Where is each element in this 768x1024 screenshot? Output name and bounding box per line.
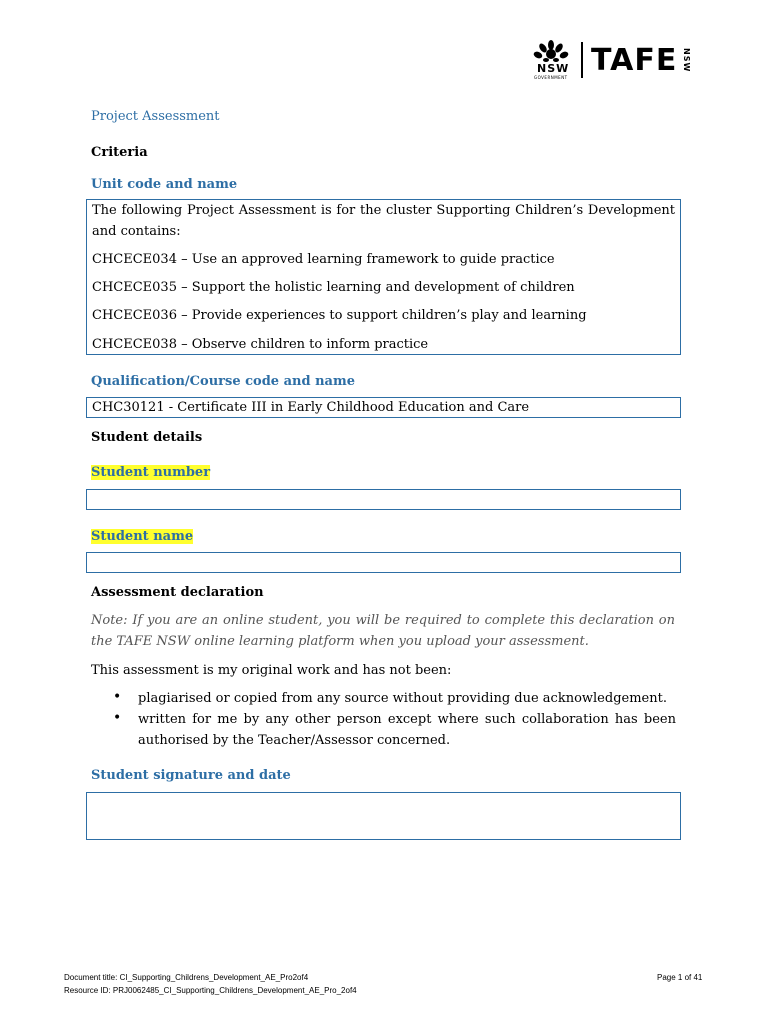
tafe-nsw-suffix xyxy=(679,48,699,76)
signature-label: Student signature and date xyxy=(91,768,291,783)
footer-resource-id: Resource ID: PRJ0062485_CI_Supporting_Childrens_Development_AE_Pro_2of4 xyxy=(64,986,357,995)
logo-divider xyxy=(581,42,583,78)
page-title: Project Assessment xyxy=(91,109,220,124)
student-number-label-text: Student number xyxy=(91,465,211,480)
unit-heading: Unit code and name xyxy=(91,177,238,192)
qualification-box xyxy=(86,397,681,418)
unit-item: CHCECE038 – Observe children to inform practice xyxy=(92,337,429,352)
qualification-heading: Qualification/Course code and name xyxy=(91,374,355,389)
student-name-label xyxy=(91,528,193,546)
unit-item: CHCECE035 – Support the holistic learning and development of children xyxy=(92,280,575,295)
student-details-heading: Student details xyxy=(91,430,203,445)
tafe-nsw-suffix-text: NSW xyxy=(682,48,691,73)
declaration-statement: This assessment is my original work and has not been: xyxy=(91,663,452,678)
criteria-heading: Criteria xyxy=(91,145,148,160)
signature-field[interactable] xyxy=(86,792,681,840)
declaration-note: Note: If you are an online student, you will be required to complete this declaration on the TAFE NSW online learning platform when you upload your assessment. xyxy=(91,613,675,649)
tafe-nsw-logo xyxy=(531,40,701,82)
unit-box xyxy=(86,199,681,355)
bullet-icon: • xyxy=(113,710,122,726)
student-name-label-text: Student name xyxy=(91,529,194,544)
bullet-icon: • xyxy=(113,689,122,705)
footer-page-number: Page 1 of 41 xyxy=(657,973,703,982)
unit-item: CHCECE036 – Provide experiences to support children’s play and learning xyxy=(92,308,587,323)
student-name-field[interactable] xyxy=(86,552,681,573)
unit-intro: The following Project Assessment is for the cluster Supporting Children’s Development and contains: xyxy=(92,203,675,239)
declaration-bullet: written for me by any other person except where such collaboration has been authorised by the Teacher/Assessor concerned. xyxy=(138,712,676,748)
student-number-field[interactable] xyxy=(86,489,681,510)
student-number-label xyxy=(91,464,210,482)
unit-item: CHCECE034 – Use an approved learning framework to guide practice xyxy=(92,252,555,267)
tafe-wordmark: TAFE xyxy=(591,43,678,78)
nsw-wordmark: NSW xyxy=(537,62,570,75)
government-wordmark: GOVERNMENT xyxy=(534,75,568,80)
declaration-heading: Assessment declaration xyxy=(91,585,264,600)
declaration-bullet: plagiarised or copied from any source without providing due acknowledgement. xyxy=(138,691,667,706)
qualification-value: CHC30121 - Certificate III in Early Childhood Education and Care xyxy=(92,400,530,415)
footer-document-title: Document title: CI_Supporting_Childrens_Development_AE_Pro2of4 xyxy=(64,973,309,982)
